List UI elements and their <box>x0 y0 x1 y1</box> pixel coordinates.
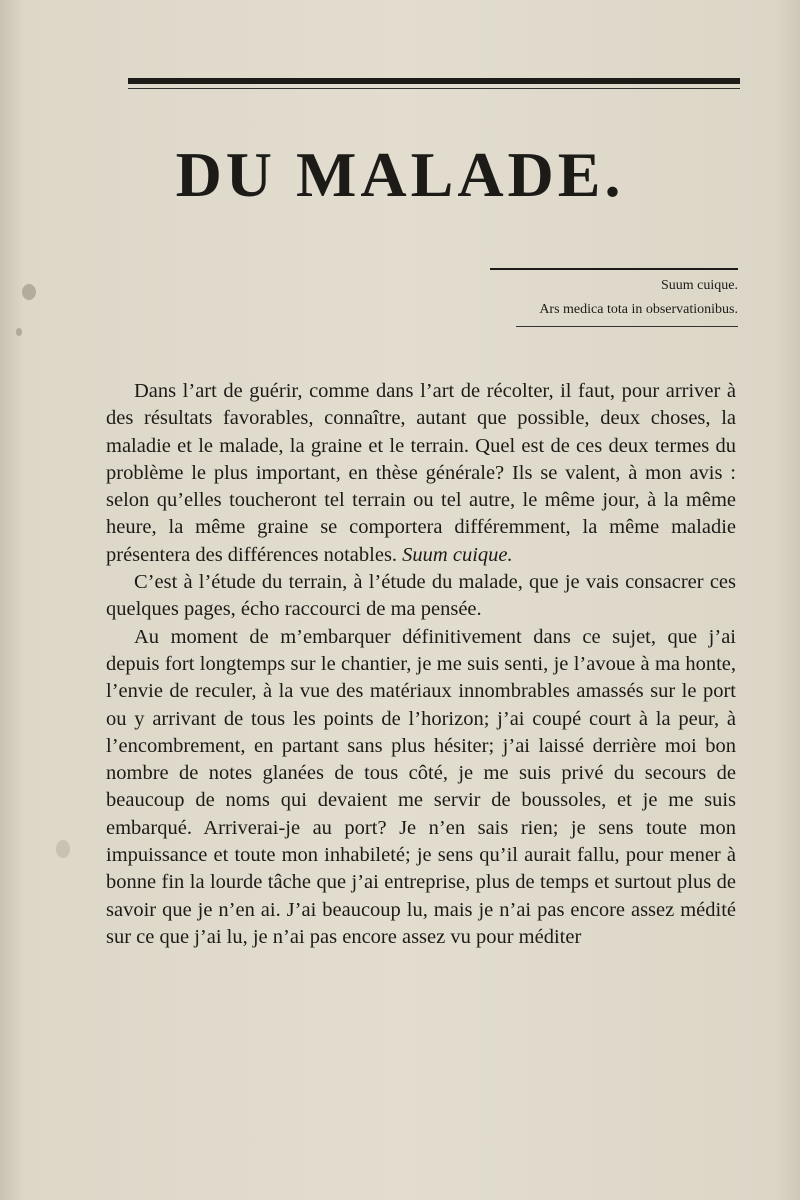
body-text <box>106 378 736 951</box>
paragraph-2: C’est à l’étude du terrain, à l’étude du malade, que je vais consacrer ces quelques pages, écho raccourci de ma pensée. <box>106 571 736 621</box>
epigraph-rule-top <box>490 268 738 270</box>
paper-stain <box>56 840 70 858</box>
paragraph-1-text: Dans l’art de guérir, comme dans l’art de récolter, il faut, pour arriver à des résultats favorables, connaître, autant que possible, deux choses, la maladie et le malade, la graine et le terrain. Quel est de ces deux termes du problème le plus important, en thèse générale? Ils se valent, à mon avis : selon qu’elles toucheront tel terrain ou tel autre, le même jour, à la même heure, la même graine se comportera différemment, la même maladie présentera des différences notables. <box>106 380 736 566</box>
epigraph-rule-bottom <box>516 326 738 327</box>
paper-stain <box>16 328 22 336</box>
chapter-title: DU MALADE. <box>175 139 625 210</box>
epigraph-line-1: Suum cuique. <box>661 278 738 293</box>
paragraph-1 <box>106 378 736 569</box>
header-rule-thin <box>128 88 740 89</box>
header-rule-thick <box>128 78 740 84</box>
paragraph-3: Au moment de m’embarquer définitivement dans ce sujet, que j’ai depuis fort longtemps sur le chantier, je me suis senti, je l’avoue à ma honte, l’envie de reculer, à la vue des matériaux innombrables amassés sur le port ou y arrivant de tous les points de l’horizon; j’ai coupé court à la peur, à l’encombrement, en partant sans plus hésiter; j’ai laissé derrière moi bon nombre de notes glanées de tous côté, je me suis privé du secours de beaucoup de noms qui devaient me servir de boussoles, et je me suis embarqué. Arriverai-je au port? Je n’en sais rien; je sens toute mon impuissance et toute mon inhabileté; je sens qu’il aurait fallu, pour mener à bonne fin la lourde tâche que j’ai entreprise, plus de temps et surtout plus de savoir que je n’en ai. J’ai beaucoup lu, mais je n’ai pas encore assez médité sur ce que j’ai lu, je n’ai pas encore assez vu pour méditer <box>106 625 736 948</box>
paragraph-1-italic: Suum cuique. <box>402 543 513 566</box>
paper-stain <box>22 284 36 300</box>
epigraph-line-2: Ars medica tota in observationibus. <box>539 302 738 317</box>
